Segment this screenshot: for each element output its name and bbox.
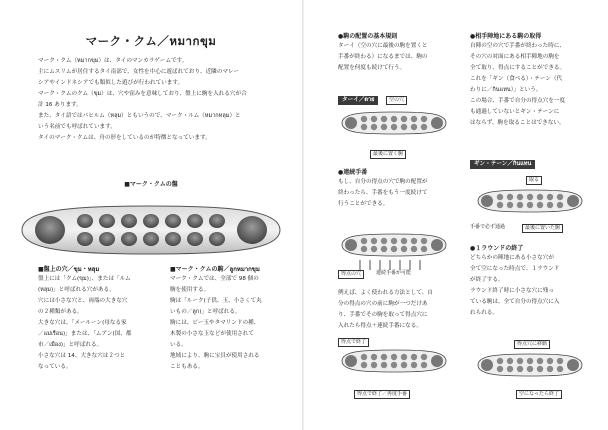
mini-small-hole bbox=[401, 238, 407, 244]
small-hole bbox=[121, 232, 137, 246]
example-section bbox=[338, 288, 450, 332]
mini-small-hole bbox=[547, 358, 553, 364]
mini-small-hole bbox=[527, 366, 533, 372]
holes-line: 穴には小さな穴と、両端の大きな穴 bbox=[38, 298, 128, 304]
board-illustration bbox=[0, 200, 302, 260]
small-hole bbox=[165, 232, 181, 246]
right-page bbox=[304, 0, 608, 430]
mini-small-hole bbox=[401, 246, 407, 252]
capture-line: これを「ギン（食べる）・テーン（代 bbox=[470, 76, 563, 82]
example-board-diagram bbox=[338, 348, 450, 374]
mini-small-hole bbox=[537, 202, 543, 208]
round-line: れられる。 bbox=[470, 310, 498, 316]
mini-small-hole bbox=[371, 116, 377, 122]
round-board-diagram bbox=[474, 352, 586, 378]
mini-small-hole bbox=[391, 362, 397, 368]
setup-tag: ターイ／ตาย bbox=[338, 96, 378, 105]
label-take: 取る bbox=[526, 176, 542, 185]
mini-small-hole bbox=[411, 238, 417, 244]
holes-line: の２種類がある。 bbox=[38, 309, 83, 315]
mini-small-hole bbox=[371, 362, 377, 368]
consecutive-section bbox=[338, 168, 450, 210]
capture-line: も通過していないとギン・テーンに bbox=[470, 109, 560, 115]
mini-small-hole bbox=[497, 202, 503, 208]
label-last-placed: 最後に置いた駒 bbox=[522, 224, 563, 233]
mini-small-hole bbox=[391, 124, 397, 130]
intro-paragraph bbox=[38, 56, 278, 144]
mini-small-hole bbox=[371, 238, 377, 244]
mini-small-hole bbox=[537, 358, 543, 364]
label-end-repeat: 得点で終了／再度手番 bbox=[354, 390, 410, 399]
label-move-to-score: 得点穴に移動 bbox=[514, 340, 550, 349]
pieces-line: 木製の小さな玉などが使用されて bbox=[170, 331, 254, 337]
mini-small-hole bbox=[381, 246, 387, 252]
small-hole bbox=[77, 232, 93, 246]
intro-line: いう名前でも呼ばれています。 bbox=[38, 124, 116, 130]
mini-small-hole bbox=[507, 202, 513, 208]
pieces-line: 駒を使用する。 bbox=[170, 287, 210, 293]
setup-line: 手番が終わる）になるまでは、駒の bbox=[338, 54, 428, 60]
pieces-line: マーク・クムでは、全部で 98 個の bbox=[170, 276, 259, 282]
small-hole bbox=[187, 214, 203, 228]
mini-small-hole bbox=[517, 202, 523, 208]
intro-line: また、タイ語ではパヒルム（หลุม）ともいうので、マーク・ルム（หมากหลุม）と bbox=[38, 113, 241, 119]
mini-big-hole bbox=[481, 359, 493, 371]
round-line: が終了する。 bbox=[470, 277, 504, 283]
round-line: ラウンド終了時に小さな穴に残っ bbox=[470, 288, 554, 294]
mini-small-hole bbox=[411, 124, 417, 130]
mini-small-hole bbox=[381, 354, 387, 360]
label-last-piece: 最後に置く駒 bbox=[370, 150, 406, 159]
mini-big-hole bbox=[567, 195, 579, 207]
mini-small-hole bbox=[421, 238, 427, 244]
setup-section bbox=[338, 32, 450, 74]
small-hole bbox=[187, 232, 203, 246]
mini-small-hole bbox=[547, 194, 553, 200]
mini-big-hole bbox=[345, 239, 357, 251]
capture-line: はならず、駒を取ることはできない。 bbox=[470, 120, 565, 126]
example-line: り、手番でその駒を取って得点穴に bbox=[338, 312, 428, 318]
mini-small-hole bbox=[507, 194, 513, 200]
holes-heading: ■盤上の穴／ขุม・หลุม bbox=[38, 266, 100, 273]
round-line: 全て空になった時点で、１ラウンド bbox=[470, 266, 560, 272]
consecutive-heading: ●連続手番 bbox=[338, 169, 368, 176]
mini-small-hole bbox=[361, 116, 367, 122]
mini-small-hole bbox=[401, 124, 407, 130]
mini-small-hole bbox=[411, 246, 417, 252]
small-hole bbox=[99, 232, 115, 246]
mini-small-hole bbox=[391, 238, 397, 244]
mini-small-hole bbox=[411, 354, 417, 360]
capture-line: その穴の対面にある相手陣地の駒を bbox=[470, 54, 560, 60]
pieces-line: いる。 bbox=[170, 342, 187, 348]
mini-small-hole bbox=[527, 202, 533, 208]
mini-small-hole bbox=[557, 194, 563, 200]
capture-heading: ●相手陣地にある駒の取得 bbox=[470, 33, 542, 40]
pieces-line: いもの／ลูก)」と呼ばれる。 bbox=[170, 309, 241, 315]
capture-line: この場合、手番で自分の得点穴を一度 bbox=[470, 98, 566, 104]
example-line: 分の得点の穴の前に駒が一つだけあ bbox=[338, 301, 428, 307]
mini-small-hole bbox=[421, 124, 427, 130]
small-hole bbox=[143, 232, 159, 246]
big-hole bbox=[237, 216, 267, 244]
small-hole bbox=[143, 214, 159, 228]
example-line: 入れたら得点＋連続手番になる。 bbox=[338, 323, 422, 329]
mini-small-hole bbox=[547, 366, 553, 372]
mini-small-hole bbox=[421, 116, 427, 122]
intro-line: マーク・クム（หมากขุม）は、タイのマンカラゲームです。 bbox=[38, 58, 188, 64]
label-empty-ends: 空になったら終了 bbox=[516, 390, 562, 399]
mini-small-hole bbox=[361, 246, 367, 252]
mini-small-hole bbox=[401, 362, 407, 368]
small-hole bbox=[77, 214, 93, 228]
mini-small-hole bbox=[517, 358, 523, 364]
mini-small-hole bbox=[421, 246, 427, 252]
mini-small-hole bbox=[497, 358, 503, 364]
consecutive-board-diagram bbox=[338, 232, 450, 258]
mini-small-hole bbox=[381, 238, 387, 244]
mini-small-hole bbox=[411, 116, 417, 122]
mini-big-hole bbox=[431, 239, 443, 251]
mini-small-hole bbox=[371, 354, 377, 360]
mini-board-shape bbox=[342, 350, 446, 372]
round-line: ている駒は、全て自分の得点穴に入 bbox=[470, 299, 560, 305]
label-end-on-score: 得点で終了 bbox=[338, 338, 369, 347]
setup-heading: ●駒の配置の基本規則 bbox=[338, 33, 398, 40]
mini-small-hole bbox=[371, 246, 377, 252]
mini-board-shape bbox=[478, 354, 582, 376]
capture-line: 自陣の空の穴で手番が終わった時に、 bbox=[470, 43, 566, 49]
mini-small-hole bbox=[507, 366, 513, 372]
intro-line: 主にムスリムが居住するタイ南部で、女性を中心に遊ばれており、近隣のマレー bbox=[38, 69, 240, 75]
mini-big-hole bbox=[431, 355, 443, 367]
holes-section bbox=[38, 265, 158, 373]
capture-board-diagram bbox=[474, 188, 586, 214]
example-line: 例えば、よく使われる方法として、自 bbox=[338, 290, 433, 296]
mini-small-hole bbox=[421, 362, 427, 368]
label-must-pass: 手番で必ず通過 bbox=[470, 224, 506, 230]
mini-small-hole bbox=[391, 116, 397, 122]
mini-small-hole bbox=[411, 362, 417, 368]
holes-line: ／แม่เรือน)」または、「ムアン(国、都 bbox=[38, 331, 132, 337]
pieces-section bbox=[170, 265, 295, 373]
mini-small-hole bbox=[537, 366, 543, 372]
mini-small-hole bbox=[497, 366, 503, 372]
mini-small-hole bbox=[497, 194, 503, 200]
round-heading: ●１ラウンドの終了 bbox=[470, 245, 524, 252]
mini-small-hole bbox=[527, 194, 533, 200]
pieces-heading: ■マーク・クムの駒／ลูกหมากขุม bbox=[170, 266, 260, 273]
mini-small-hole bbox=[517, 194, 523, 200]
pieces-line: 駒は「ルーク(子供、玉、小さくて丸 bbox=[170, 298, 262, 304]
mini-small-hole bbox=[361, 354, 367, 360]
small-hole bbox=[209, 232, 225, 246]
mini-small-hole bbox=[381, 116, 387, 122]
label-empty-hole: 空の穴 bbox=[386, 96, 407, 105]
holes-line: (หลุม)」と呼ばれる穴がある。 bbox=[38, 287, 115, 293]
holes-line: 盤上には「クム(ขุม)」、または「ルム bbox=[38, 276, 131, 282]
mini-small-hole bbox=[401, 116, 407, 122]
small-hole bbox=[99, 214, 115, 228]
small-hole bbox=[121, 214, 137, 228]
mini-small-hole bbox=[391, 246, 397, 252]
intro-line: タイのマーク・クムは、舟の形をしているのが特徴となっています。 bbox=[38, 135, 211, 141]
round-line: どちらかの陣地にある小さな穴が bbox=[470, 255, 554, 261]
pieces-line: こともある。 bbox=[170, 364, 204, 370]
label-consecutive-possible: 連続手番が可能 bbox=[376, 270, 412, 276]
mini-small-hole bbox=[361, 124, 367, 130]
page-title: マーク・クム／หมากขุม bbox=[85, 34, 217, 48]
intro-line: シアやインドネシアでも類似した遊びが行われています。 bbox=[38, 80, 184, 86]
mini-small-hole bbox=[557, 366, 563, 372]
mini-small-hole bbox=[421, 354, 427, 360]
round-section bbox=[470, 244, 594, 319]
capture-line: わりに／กินแทน）」という。 bbox=[470, 87, 542, 93]
mini-small-hole bbox=[391, 354, 397, 360]
consecutive-line: もし、自分の得点の穴で駒の配置が bbox=[338, 179, 428, 185]
capture-line: 全て取り、得点にすることができる。 bbox=[470, 65, 566, 71]
label-score-hole: 得点の穴 bbox=[338, 270, 364, 279]
mini-small-hole bbox=[557, 358, 563, 364]
board-caption: ■マーク・クムの盤 bbox=[124, 181, 178, 188]
mini-small-hole bbox=[557, 202, 563, 208]
mini-small-hole bbox=[507, 358, 513, 364]
mini-small-hole bbox=[517, 366, 523, 372]
capture-section bbox=[470, 32, 594, 129]
left-page bbox=[0, 0, 302, 430]
mini-board-shape bbox=[478, 190, 582, 212]
setup-line: ターイ（空の穴に最後の駒を置くと bbox=[338, 43, 428, 49]
mini-big-hole bbox=[345, 117, 357, 129]
mini-small-hole bbox=[401, 354, 407, 360]
mini-small-hole bbox=[371, 124, 377, 130]
mini-big-hole bbox=[345, 355, 357, 367]
pieces-line: 地域により、駒に宝貝が使用される bbox=[170, 353, 260, 359]
mini-small-hole bbox=[527, 358, 533, 364]
small-hole bbox=[165, 214, 181, 228]
mini-big-hole bbox=[431, 117, 443, 129]
mini-small-hole bbox=[361, 362, 367, 368]
setup-line: 配置を何度も続けて行う。 bbox=[338, 65, 406, 71]
mini-board-shape bbox=[342, 112, 446, 134]
holes-line: なっている。 bbox=[38, 364, 72, 370]
holes-line: 市／เมือง)」と呼ばれる。 bbox=[38, 342, 103, 348]
holes-line: 小さな穴は 14、大きな穴は２つと bbox=[38, 353, 126, 359]
consecutive-line: 終わったら、手番をもう一度続けて bbox=[338, 190, 428, 196]
mini-board-shape bbox=[342, 234, 446, 256]
capture-tag: ギン・テーン／กินแทน bbox=[470, 160, 535, 169]
small-hole bbox=[209, 214, 225, 228]
mini-small-hole bbox=[537, 194, 543, 200]
big-hole bbox=[35, 216, 65, 244]
mini-big-hole bbox=[567, 359, 579, 371]
mini-small-hole bbox=[547, 202, 553, 208]
mini-big-hole bbox=[481, 195, 493, 207]
mini-small-hole bbox=[381, 124, 387, 130]
intro-line: 計 16 あります。 bbox=[38, 102, 82, 108]
setup-board-diagram bbox=[338, 110, 450, 136]
intro-line: マーク・クムのクム（ขุม）は、穴や窪みを意味しており、盤上に駒を入れる穴が合 bbox=[38, 91, 247, 97]
holes-line: 大きな穴は、「メールーン(母なる家 bbox=[38, 320, 127, 326]
mini-small-hole bbox=[381, 362, 387, 368]
mini-small-hole bbox=[361, 238, 367, 244]
pieces-line: 駒には、ビー玉やタマリンドの種、 bbox=[170, 320, 260, 326]
consecutive-line: 行うことができる。 bbox=[338, 201, 389, 207]
